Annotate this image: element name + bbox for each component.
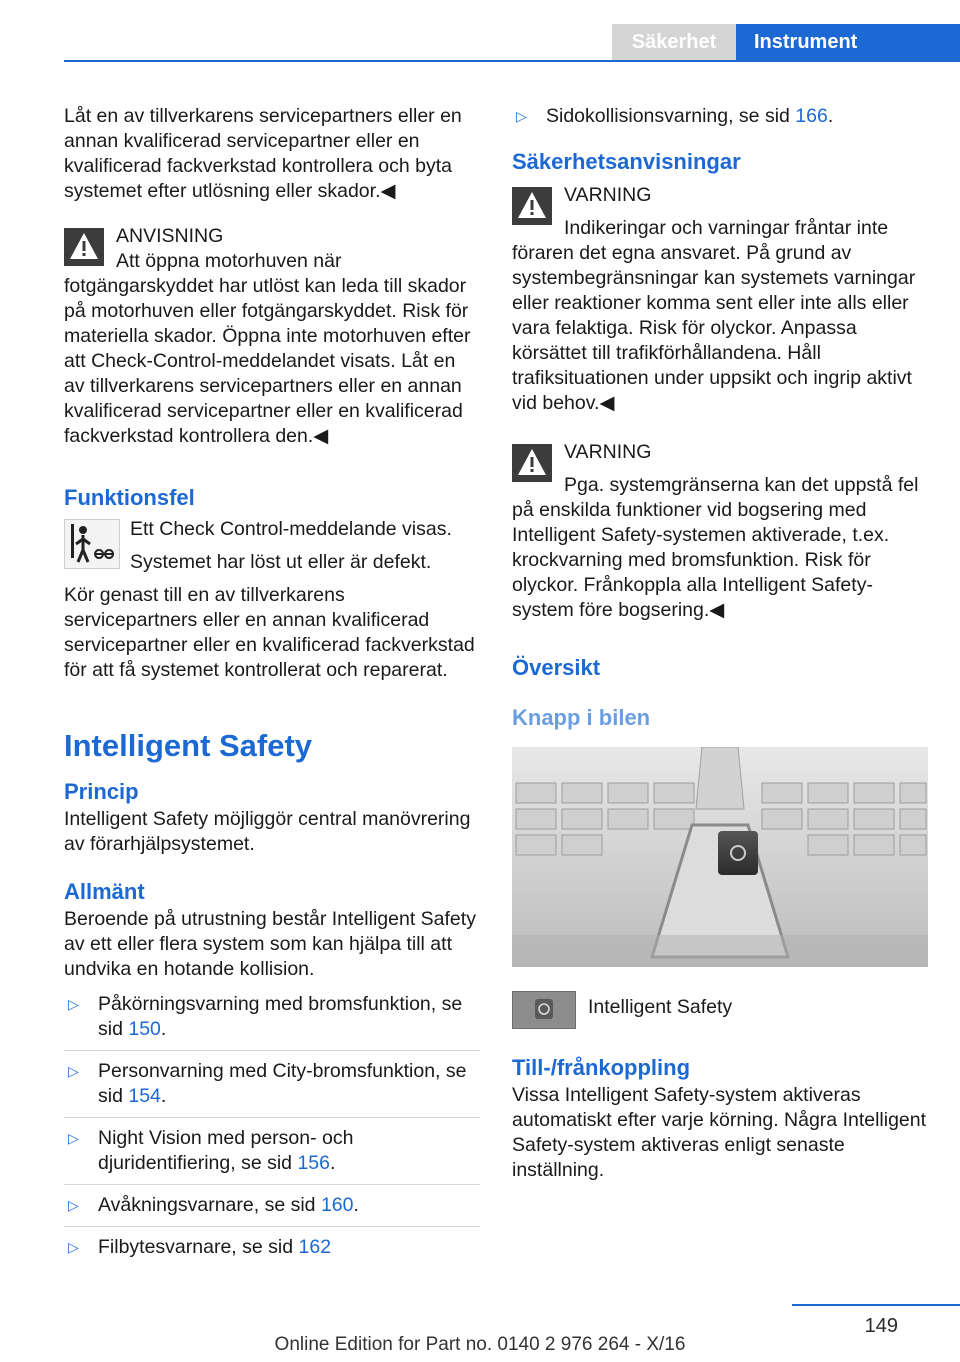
warning-triangle-icon (512, 444, 552, 482)
funktionsfel-line-2: Systemet har löst ut eller är defekt. (130, 551, 432, 573)
page-header (0, 0, 960, 62)
warning-text: Indikeringar och varningar fråntar inte föraren det egna ansvaret. På grund av systembegränsningar kan systemets varningar eller reaktioner komma sent eller inte alls eller vara felaktiga. Risk för olyckor. Anpassa körsättet till trafikförhållandena. Håll trafiksituationen under uppsikt och ingrip aktivt vid behov.◀ (512, 217, 916, 414)
page-link[interactable]: 150 (128, 1018, 161, 1040)
left-column (64, 104, 480, 1268)
allmant-heading: Allmänt (64, 879, 145, 904)
triangle-bullet-icon: ▷ (68, 1239, 79, 1255)
button-legend (512, 989, 928, 1033)
notice-title: ANVISNING (116, 225, 224, 247)
notice-block (64, 224, 480, 449)
triangle-bullet-icon: ▷ (516, 108, 527, 124)
page-number: 149 (864, 1315, 898, 1337)
list-item: ▷ Avåkningsvarnare, se sid 160. (64, 1184, 480, 1218)
funktionsfel-heading: Funktionsfel (64, 485, 195, 510)
page-link[interactable]: 160 (320, 1194, 354, 1216)
list-item: ▷ Filbytesvarnare, se sid 162 (64, 1226, 480, 1260)
page-link[interactable]: 162 (298, 1236, 332, 1258)
warning-triangle-icon (512, 187, 552, 225)
funktionsfel-line-3: Kör genast till en av tillverkarens servicepartners eller en annan kvalificerad servicepartner eller en kvalificerad fackverkstad för att få systemet kontrollerat och reparerat. (64, 584, 475, 681)
section-title: Intelligent Safety (64, 728, 313, 763)
intro-paragraph: Låt en av tillverkarens servicepartners eller en annan kvalificerad servicepartner eller en kvalificerad fackverkstad kontrollera och byta systemet efter utlösning eller skador.◀ (64, 105, 462, 202)
page-link[interactable]: 154 (128, 1085, 161, 1107)
list-item: ▷ Sidokollisionsvarning, se sid 166. (516, 105, 834, 127)
list-item: ▷ Påkörningsvarning med bromsfunktion, se sid 150. (68, 993, 463, 1040)
triangle-bullet-icon: ▷ (68, 1197, 79, 1213)
intelligent-safety-button-icon (512, 991, 576, 1029)
header-rule (64, 60, 960, 62)
footer-rule (792, 1304, 960, 1306)
oversikt-heading: Översikt (512, 655, 601, 680)
footer-edition: Online Edition for Part no. 0140 2 976 264 - X/16 (274, 1334, 686, 1355)
knapp-heading: Knapp i bilen (512, 705, 651, 730)
page-link[interactable]: 156 (297, 1152, 330, 1174)
section-tab: Säkerhet (612, 24, 736, 60)
right-column (512, 104, 928, 1183)
pedestrian-protection-icon (64, 519, 120, 569)
triangle-bullet-icon: ▷ (68, 1130, 79, 1146)
list-item: ▷ Personvarning med City-bromsfunktion, se sid 154. (64, 1050, 480, 1109)
warning-block-1 (512, 183, 928, 416)
dashboard-photo (512, 747, 928, 967)
till-heading: Till-/frånkoppling (512, 1055, 691, 1080)
till-text: Vissa Intelligent Safety-system aktiveras automatiskt efter varje körning. Några Intelligent Safety-system aktiveras enligt senaste inställning. (512, 1084, 927, 1181)
notice-text: Att öppna motorhuven när fotgängarskyddet har utlöst kan leda till skador på motorhuven eller fotgängarskyddet. Risk för materiella skador. Öppna inte motorhuven efter att Check-Control-meddelandet visats. Låt en av tillverkarens servicepartners eller en annan kvalificerad servicepartner eller en kvalificerad fackverkstad kontrollera den.◀ (64, 250, 471, 447)
warning-triangle-icon (64, 228, 104, 266)
warning-title: VARNING (564, 441, 652, 463)
sakerhet-heading: Säkerhetsanvisningar (512, 149, 741, 174)
system-list (64, 992, 480, 1260)
allmant-text: Beroende på utrustning består Intelligent Safety av ett eller flera system som kan hjälpa till att undvika en hotande kollision. (64, 908, 476, 980)
triangle-bullet-icon: ▷ (68, 996, 79, 1012)
list-item: ▷ Night Vision med person- och djuridentifiering, se sid 156. (64, 1117, 480, 1176)
warning-block-2 (512, 440, 928, 623)
warning-text: Pga. systemgränserna kan det uppstå fel på enskilda funktioner vid bogsering med Intelligent Safety-systemen aktiverade, t.ex. krockvarning med bromsfunktion. Risk för olyckor. Frånkoppla alla Intelligent Safety-system före bogsering.◀ (512, 474, 919, 621)
funktionsfel-line-1: Ett Check Control-meddelande visas. (130, 518, 452, 540)
triangle-bullet-icon: ▷ (68, 1063, 79, 1079)
button-label: Intelligent Safety (588, 996, 733, 1018)
warning-title: VARNING (564, 184, 652, 206)
funktionsfel-block (64, 517, 480, 683)
princip-heading: Princip (64, 779, 139, 804)
page-link[interactable]: 166 (795, 105, 828, 127)
chapter-tab: Instrument (736, 24, 960, 60)
princip-text: Intelligent Safety möjliggör central manövrering av förarhjälpsystemet. (64, 808, 471, 855)
system-list-continued (512, 104, 928, 129)
